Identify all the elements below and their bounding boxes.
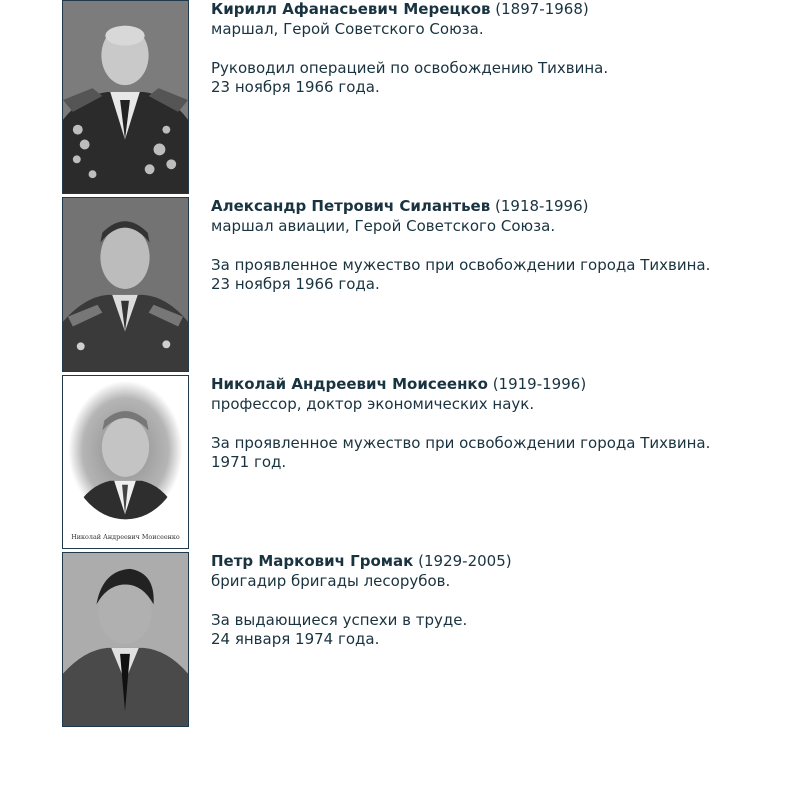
- person-title: профессор, доктор экономических наук.: [211, 394, 535, 413]
- award-date: 23 ноября 1966 года.: [211, 78, 380, 96]
- photo-caption: Николай Андреевич Моисеенко: [71, 533, 180, 542]
- person-title: маршал, Герой Советского Союза.: [211, 19, 484, 38]
- person-years: (1919-1996): [492, 375, 587, 393]
- portrait-photo-silantyev: [62, 197, 189, 372]
- portrait-photo-meretskov: [62, 0, 189, 194]
- person-info-moiseenko: [211, 375, 791, 473]
- person-years: (1897-1968): [495, 0, 589, 18]
- award-date: 1971 год.: [211, 453, 287, 471]
- person-info-meretskov: [211, 0, 791, 98]
- person-info-gromak: [211, 552, 791, 650]
- award-reason: За проявленное мужество при освобождении города Тихвина.: [211, 255, 711, 274]
- person-years: (1929-2005): [418, 552, 512, 570]
- portrait-photo-gromak: [62, 552, 189, 727]
- award-date: 24 января 1974 года.: [211, 630, 380, 648]
- award-date: 23 ноября 1966 года.: [211, 275, 380, 293]
- person-years: (1918-1996): [495, 197, 589, 215]
- person-name: Николай Андреевич Моисеенко: [211, 375, 488, 393]
- person-info-silantyev: [211, 197, 791, 295]
- portrait-photo-moiseenko: [62, 375, 189, 549]
- award-reason: Руководил операцией по освобождению Тихвина.: [211, 58, 609, 77]
- person-name: Александр Петрович Силантьев: [211, 197, 491, 215]
- person-title: бригадир бригады лесорубов.: [211, 571, 451, 590]
- award-reason: За проявленное мужество при освобождении города Тихвина.: [211, 433, 711, 452]
- person-name: Кирилл Афанасьевич Мерецков: [211, 0, 491, 18]
- person-title: маршал авиации, Герой Советского Союза.: [211, 216, 556, 235]
- award-reason: За выдающиеся успехи в труде.: [211, 610, 468, 629]
- person-name: Петр Маркович Громак: [211, 552, 414, 570]
